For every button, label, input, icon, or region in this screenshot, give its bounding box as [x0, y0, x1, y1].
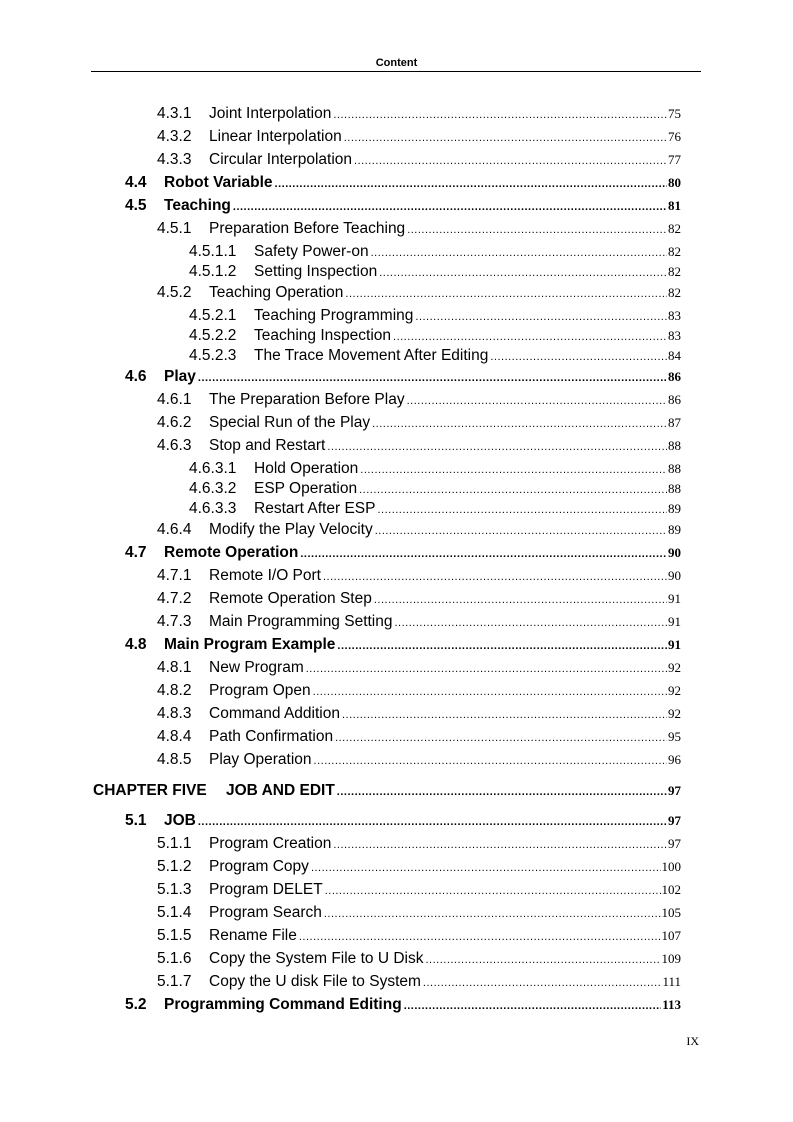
- toc-entry[interactable]: [157, 521, 681, 539]
- toc-leader-dots: [198, 817, 667, 828]
- toc-entry-label: Remote Operation Step: [209, 590, 372, 607]
- toc-entry-number: 4.8.5: [157, 751, 192, 768]
- toc-entry-label: JOB AND EDIT: [226, 782, 335, 799]
- toc-entry[interactable]: [125, 996, 681, 1014]
- toc-entry-label: Main Programming Setting: [209, 613, 393, 630]
- toc-entry-label: Remote Operation: [164, 544, 299, 561]
- toc-entry-label: Program Copy: [209, 858, 309, 875]
- toc-entry-number: 4.8.4: [157, 728, 192, 745]
- toc-entry[interactable]: [157, 682, 681, 700]
- toc-entry[interactable]: [93, 782, 681, 800]
- toc-entry-page: 80: [668, 175, 681, 190]
- toc-entry-label: Play Operation: [209, 751, 312, 768]
- toc-entry-number: 5.1.7: [157, 973, 192, 990]
- toc-entry-number: 4.3.3: [157, 151, 192, 168]
- toc-leader-dots: [337, 641, 667, 652]
- toc-entry[interactable]: [157, 858, 681, 876]
- toc-leader-dots: [335, 733, 667, 744]
- toc-leader-dots: [375, 526, 667, 537]
- toc-entry-label: Program Creation: [209, 835, 332, 852]
- toc-entry[interactable]: [157, 151, 681, 169]
- toc-entry-page: 75: [668, 106, 681, 121]
- toc-entry[interactable]: [157, 659, 681, 677]
- toc-entry-number: 5.1: [125, 812, 147, 829]
- toc-entry-label: Main Program Example: [164, 636, 336, 653]
- toc-entry-number: 5.1.1: [157, 835, 192, 852]
- toc-entry-page: 91: [668, 637, 681, 652]
- toc-leader-dots: [300, 549, 667, 560]
- toc-leader-dots: [393, 332, 667, 343]
- toc-entry[interactable]: [157, 904, 681, 922]
- toc-entry[interactable]: [157, 728, 681, 746]
- toc-entry-number: 4.6: [125, 368, 147, 385]
- toc-entry-number: 4.6.3.2: [189, 480, 237, 497]
- toc-entry-page: 92: [668, 683, 681, 698]
- toc-entry-page: 96: [668, 752, 681, 767]
- toc-entry-label: Hold Operation: [254, 460, 359, 477]
- toc-entry-page: 89: [668, 522, 681, 537]
- toc-entry[interactable]: [157, 128, 681, 146]
- toc-entry-number: 4.8: [125, 636, 147, 653]
- toc-leader-dots: [198, 373, 667, 384]
- toc-entry-number: 4.6.2: [157, 414, 192, 431]
- toc-leader-dots: [374, 595, 667, 606]
- toc-leader-dots: [324, 909, 661, 920]
- toc-entry[interactable]: [157, 751, 681, 769]
- toc-leader-dots: [415, 312, 667, 323]
- toc-entry-number: 4.5.2: [157, 284, 192, 301]
- toc-entry-page: 107: [661, 928, 681, 943]
- toc-entry-number: 4.4: [125, 174, 147, 191]
- toc-leader-dots: [233, 202, 667, 213]
- toc-entry[interactable]: [157, 437, 681, 455]
- toc-entry-page: 91: [668, 591, 681, 606]
- toc-entry-page: 86: [668, 392, 681, 407]
- toc-leader-dots: [395, 618, 668, 629]
- toc-entry-number: 5.1.6: [157, 950, 192, 967]
- toc-leader-dots: [275, 179, 667, 190]
- toc-entry-page: 77: [668, 152, 681, 167]
- toc-entry-number: 4.6.3.3: [189, 500, 237, 517]
- toc-leader-dots: [372, 419, 667, 430]
- toc-entry-label: Teaching Inspection: [254, 327, 392, 344]
- toc-entry[interactable]: [125, 197, 681, 215]
- toc-entry-label: Path Confirmation: [209, 728, 334, 745]
- toc-entry-label: Copy the System File to U Disk: [209, 950, 424, 967]
- toc-entry-number: 4.5.2.2: [189, 327, 237, 344]
- toc-entry-label: Teaching Programming: [254, 307, 414, 324]
- toc-entry-number: 4.7.3: [157, 613, 192, 630]
- toc-entry-page: 95: [668, 729, 681, 744]
- toc-entry-page: 90: [668, 568, 681, 583]
- toc-leader-dots: [333, 110, 667, 121]
- toc-entry-number: 4.5.1.1: [189, 243, 237, 260]
- toc-entry-number: 4.3.1: [157, 105, 192, 122]
- toc-entry-page: 76: [668, 129, 681, 144]
- toc-entry[interactable]: [125, 368, 681, 386]
- toc-entry-label: Programming Command Editing: [164, 996, 402, 1013]
- toc-entry-page: 91: [668, 614, 681, 629]
- toc-entry-number: 4.5.2.1: [189, 307, 237, 324]
- toc-leader-dots: [325, 886, 661, 897]
- toc-entry-page: 83: [668, 308, 681, 323]
- toc-entry-label: Special Run of the Play: [209, 414, 371, 431]
- toc-leader-dots: [371, 248, 667, 259]
- toc-leader-dots: [327, 442, 667, 453]
- toc-entry-number: 4.6.4: [157, 521, 192, 538]
- toc-entry[interactable]: [157, 835, 681, 853]
- toc-entry-label: Restart After ESP: [254, 500, 376, 517]
- toc-entry[interactable]: [189, 480, 681, 498]
- toc-entry[interactable]: [189, 460, 681, 478]
- toc-entry-label: Safety Power-on: [254, 243, 369, 260]
- toc-entry-label: The Preparation Before Play: [209, 391, 405, 408]
- toc-leader-dots: [313, 687, 667, 698]
- toc-leader-dots: [337, 787, 667, 798]
- page-header-title: Content: [375, 57, 418, 69]
- toc-entry-number: 5.1.5: [157, 927, 192, 944]
- toc-entry-label: Linear Interpolation: [209, 128, 342, 145]
- toc-entry-number: 4.7: [125, 544, 147, 561]
- toc-entry-page: 82: [668, 285, 681, 300]
- toc-leader-dots: [354, 156, 667, 167]
- toc-entry-page: 88: [668, 481, 681, 496]
- toc-entry-number: 4.6.1: [157, 391, 192, 408]
- toc-entry[interactable]: [157, 881, 681, 899]
- toc-leader-dots: [344, 133, 667, 144]
- toc-entry-label: Remote I/O Port: [209, 567, 321, 584]
- toc-entry-page: 97: [668, 836, 681, 851]
- toc-entry[interactable]: [157, 590, 681, 608]
- toc-leader-dots: [404, 1001, 662, 1012]
- toc-entry-label: Preparation Before Teaching: [209, 220, 406, 237]
- toc-entry-number: 5.2: [125, 996, 147, 1013]
- toc-leader-dots: [333, 840, 667, 851]
- toc-entry[interactable]: [157, 705, 681, 723]
- toc-entry[interactable]: [189, 500, 681, 518]
- toc-leader-dots: [314, 756, 667, 767]
- toc-entry[interactable]: [157, 414, 681, 432]
- toc-entry-number: 5.1.3: [157, 881, 192, 898]
- page-number: IX: [686, 1034, 699, 1048]
- header-rule: [91, 71, 701, 72]
- toc-leader-dots: [360, 465, 667, 476]
- toc-entry-label: Command Addition: [209, 705, 340, 722]
- toc-leader-dots: [407, 225, 667, 236]
- toc-leader-dots: [345, 289, 667, 300]
- toc-entry-label: Circular Interpolation: [209, 151, 353, 168]
- toc-leader-dots: [377, 505, 667, 516]
- toc-entry-number: 4.6.3.1: [189, 460, 237, 477]
- toc-entry-label: Teaching: [164, 197, 231, 214]
- toc-entry-page: 88: [668, 438, 681, 453]
- toc-entry-page: 90: [668, 545, 681, 560]
- toc-entry[interactable]: [189, 307, 681, 325]
- toc-entry-number: 4.6.3: [157, 437, 192, 454]
- toc-entry[interactable]: [125, 544, 681, 562]
- toc-entry-number: 4.3.2: [157, 128, 192, 145]
- toc-entry-label: Play: [164, 368, 196, 385]
- toc-entry[interactable]: [125, 812, 681, 830]
- toc-entry-page: 84: [668, 348, 681, 363]
- toc-leader-dots: [306, 664, 667, 675]
- toc-entry-label: Robot Variable: [164, 174, 273, 191]
- toc-entry-page: 97: [668, 783, 681, 798]
- toc-entry[interactable]: [157, 391, 681, 409]
- toc-leader-dots: [342, 710, 667, 721]
- toc-entry-number: 4.5.2.3: [189, 347, 237, 364]
- toc-entry-number: 4.8.3: [157, 705, 192, 722]
- toc-entry[interactable]: [157, 567, 681, 585]
- toc-entry[interactable]: [189, 263, 681, 281]
- toc-entry[interactable]: [157, 284, 681, 302]
- toc-entry-number: 4.8.2: [157, 682, 192, 699]
- toc-entry-page: 87: [668, 415, 681, 430]
- toc-leader-dots: [323, 572, 667, 583]
- toc-entry-number: 4.5: [125, 197, 147, 214]
- toc-entry-label: Rename File: [209, 927, 297, 944]
- toc-entry[interactable]: [157, 220, 681, 238]
- toc-entry-label: Program DELET: [209, 881, 323, 898]
- toc-entry-page: 83: [668, 328, 681, 343]
- toc-entry[interactable]: [157, 613, 681, 631]
- toc-entry-page: 113: [662, 997, 681, 1012]
- toc-entry-page: 82: [668, 244, 681, 259]
- toc-entry-label: Setting Inspection: [254, 263, 378, 280]
- toc-entry-label: JOB: [164, 812, 196, 829]
- toc-entry-page: 82: [668, 221, 681, 236]
- toc-entry-number: 5.1.2: [157, 858, 192, 875]
- toc-entry[interactable]: [157, 973, 681, 991]
- toc-entry-page: 111: [662, 974, 681, 989]
- toc-entry-page: 92: [668, 660, 681, 675]
- toc-entry-page: 102: [661, 882, 681, 897]
- toc-entry[interactable]: [189, 347, 681, 365]
- toc-entry-label: Stop and Restart: [209, 437, 326, 454]
- toc-leader-dots: [407, 396, 667, 407]
- toc-entry-number: 4.8.1: [157, 659, 192, 676]
- toc-entry-page: 86: [668, 369, 681, 384]
- toc-entry[interactable]: [125, 636, 681, 654]
- toc-entry[interactable]: [189, 243, 681, 261]
- toc-entry-number: 5.1.4: [157, 904, 192, 921]
- toc-entry-page: 100: [661, 859, 681, 874]
- toc-entry-label: Program Open: [209, 682, 311, 699]
- toc-entry-label: Copy the U disk File to System: [209, 973, 421, 990]
- toc-entry[interactable]: [157, 105, 681, 123]
- toc-entry-page: 105: [661, 905, 681, 920]
- toc-leader-dots: [425, 955, 660, 966]
- toc-leader-dots: [299, 932, 661, 943]
- toc-entry-page: 89: [668, 501, 681, 516]
- toc-entry[interactable]: [125, 174, 681, 192]
- toc-entry-page: 82: [668, 264, 681, 279]
- toc-entry-number: 4.5.1.2: [189, 263, 237, 280]
- toc-leader-dots: [359, 485, 667, 496]
- toc-entry-number: CHAPTER FIVE: [93, 782, 207, 799]
- toc-entry-label: ESP Operation: [254, 480, 358, 497]
- toc-leader-dots: [311, 863, 661, 874]
- toc-entry-label: Joint Interpolation: [209, 105, 332, 122]
- toc-entry-label: Teaching Operation: [209, 284, 344, 301]
- toc-entry-number: 4.7.1: [157, 567, 192, 584]
- toc-entry-page: 92: [668, 706, 681, 721]
- toc-entry-label: The Trace Movement After Editing: [254, 347, 489, 364]
- toc-entry-page: 109: [661, 951, 681, 966]
- toc-entry-page: 88: [668, 461, 681, 476]
- toc-entry-label: New Program: [209, 659, 304, 676]
- toc-entry[interactable]: [189, 327, 681, 345]
- toc-entry-number: 4.5.1: [157, 220, 192, 237]
- toc-entry-label: Modify the Play Velocity: [209, 521, 373, 538]
- toc-entry[interactable]: [157, 927, 681, 945]
- toc-leader-dots: [423, 978, 662, 989]
- toc-entry-page: 81: [668, 198, 681, 213]
- toc-leader-dots: [490, 352, 667, 363]
- toc-entry-label: Program Search: [209, 904, 322, 921]
- toc-entry[interactable]: [157, 950, 681, 968]
- toc-entry-number: 4.7.2: [157, 590, 192, 607]
- toc-leader-dots: [379, 268, 667, 279]
- toc-entry-page: 97: [668, 813, 681, 828]
